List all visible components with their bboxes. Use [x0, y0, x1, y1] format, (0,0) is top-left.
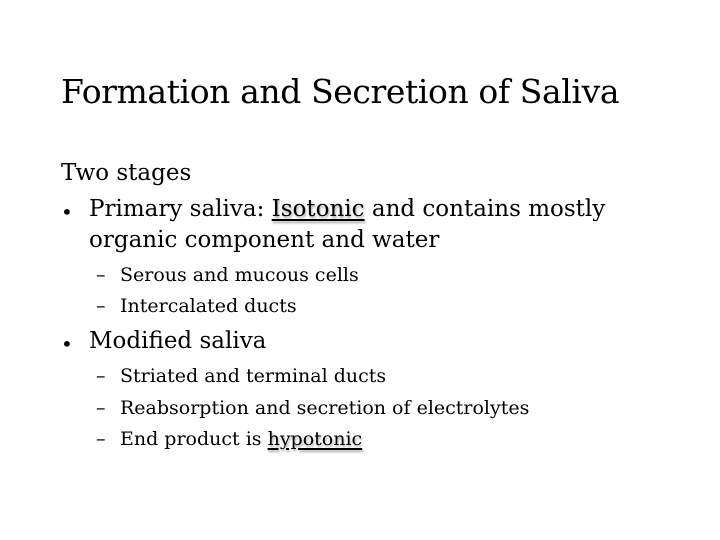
- intro-text: Two stages: [61, 160, 192, 186]
- sub-item: Serous and mucous cells: [120, 264, 359, 286]
- underlined-term-isotonic: Isotonic: [271, 196, 365, 222]
- dash-marker: –: [96, 295, 106, 317]
- bullet-continuation: organic component and water: [89, 227, 440, 253]
- slide-title: Formation and Secretion of Saliva: [61, 72, 620, 111]
- sub-item: Intercalated ducts: [120, 295, 297, 317]
- sub-item: Striated and terminal ducts: [120, 365, 387, 387]
- bullet-text: Primary saliva:: [89, 196, 272, 222]
- sub-item: Reabsorption and secretion of electrolytes: [120, 397, 530, 419]
- bullet-primary-saliva: [89, 196, 605, 222]
- underlined-term-hypotonic: hypotonic: [267, 428, 363, 450]
- sub-item-text: End product is: [120, 428, 268, 450]
- dash-marker: –: [96, 264, 106, 286]
- bullet-marker: •: [61, 332, 73, 356]
- bullet-modified-saliva: Modified saliva: [89, 328, 267, 354]
- bullet-text: and contains mostly: [364, 196, 606, 222]
- sub-item: [120, 428, 362, 450]
- dash-marker: –: [96, 428, 106, 450]
- bullet-marker: •: [61, 200, 73, 224]
- dash-marker: –: [96, 397, 106, 419]
- dash-marker: –: [96, 365, 106, 387]
